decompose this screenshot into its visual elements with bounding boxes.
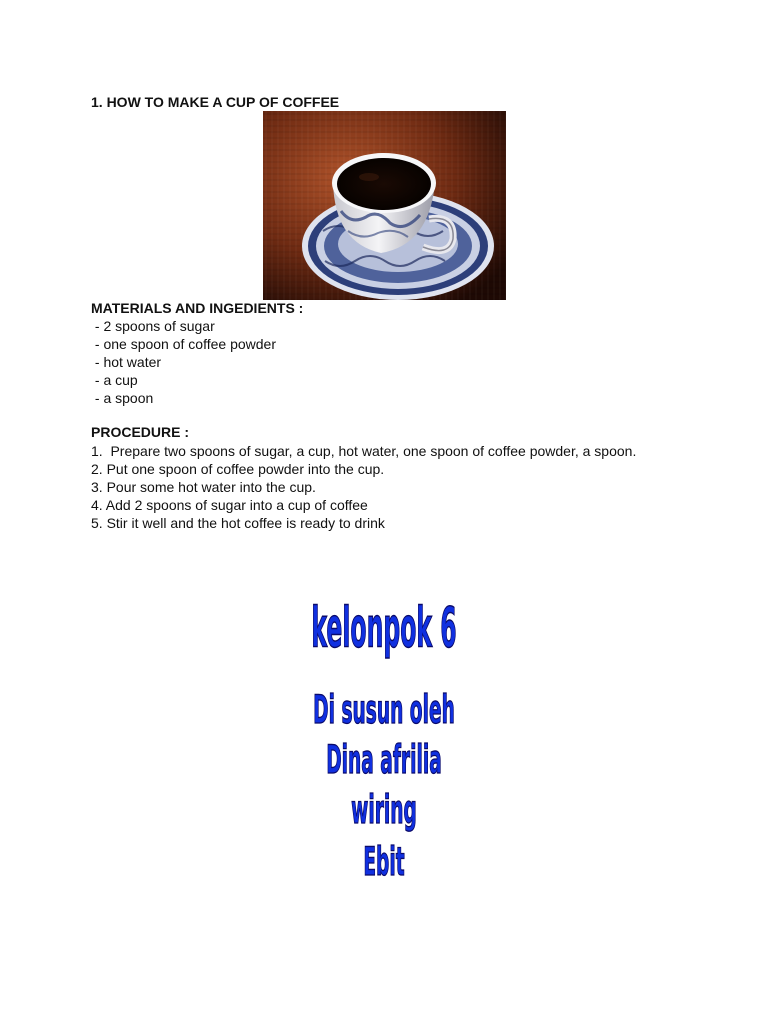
materials-heading: MATERIALS AND INGEDIENTS : — [91, 300, 304, 316]
member-name-wordart: wiring — [351, 788, 417, 834]
list-item: - hot water — [91, 354, 162, 370]
member-name-wordart: Ebit — [363, 840, 405, 886]
procedure-step: 5. Stir it well and the hot coffee is ready to drink — [91, 515, 385, 531]
list-item: - 2 spoons of sugar — [91, 318, 215, 334]
list-item: - a spoon — [91, 390, 154, 406]
list-item: - a cup — [91, 372, 138, 388]
composed-by-wordart: Di susun oleh — [313, 688, 455, 734]
procedure-heading: PROCEDURE : — [91, 424, 190, 440]
document-title: 1. HOW TO MAKE A CUP OF COFFEE — [91, 94, 340, 110]
procedure-list — [91, 442, 636, 532]
list-item: - one spoon of coffee powder — [91, 336, 276, 352]
member-name-wordart: Dina afrilia — [326, 738, 442, 784]
procedure-step: 3. Pour some hot water into the cup. — [91, 479, 316, 495]
procedure-step: 4. Add 2 spoons of sugar into a cup of coffee — [91, 497, 368, 513]
coffee-cup-photo — [263, 111, 506, 300]
group-name-wordart: kelonpok 6 — [311, 595, 457, 660]
materials-list — [91, 317, 276, 407]
procedure-step: 1. Prepare two spoons of sugar, a cup, hot water, one spoon of coffee powder, a spoon. — [91, 443, 637, 459]
procedure-step: 2. Put one spoon of coffee powder into the cup. — [91, 461, 385, 477]
